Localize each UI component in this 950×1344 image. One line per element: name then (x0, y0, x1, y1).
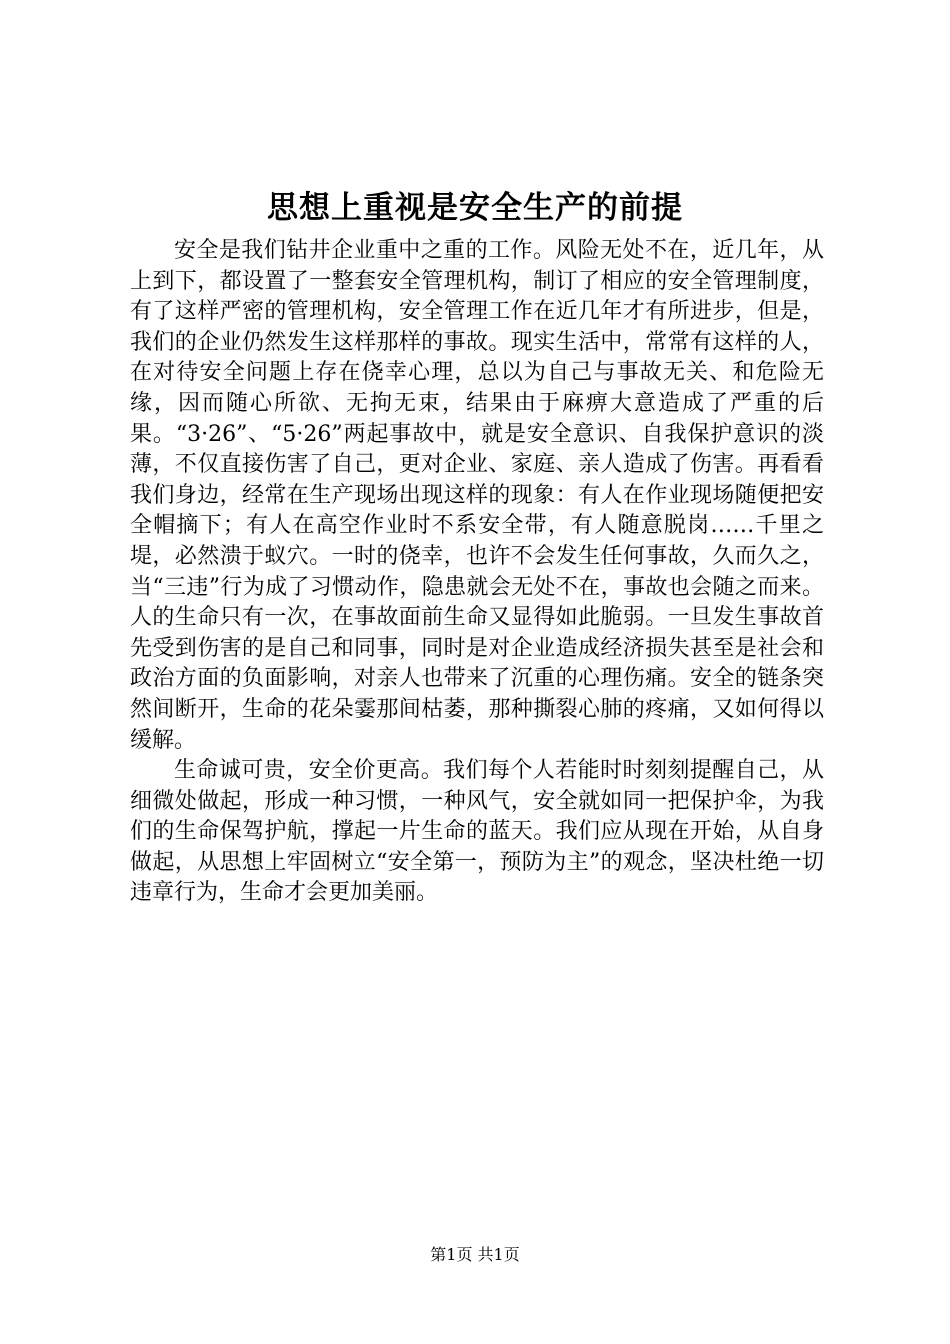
page-number-footer: 第1页 共1页 (430, 1245, 520, 1264)
document-body (130, 236, 824, 909)
document-title: 思想上重视是安全生产的前提 (267, 190, 683, 226)
paragraph: 生命诚可贵，安全价更高。我们每个人若能时时刻刻提醒自己，从细微处做起，形成一种习惯，一种风气，安全就如同一把保护伞，为我们的生命保驾护航，撑起一片生命的蓝天。我们应从现在开始，从自身做起，从思想上牢固树立“安全第一，预防为主”的观念，坚决杜绝一切违章行为，生命才会更加美丽。 (130, 758, 824, 906)
paragraph: 安全是我们钻井企业重中之重的工作。风险无处不在，近几年，从上到下，都设置了一整套安全管理机构，制订了相应的安全管理制度，有了这样严密的管理机构，安全管理工作在近几年才有所进步，但是，我们的企业仍然发生这样那样的事故。现实生活中，常常有这样的人，在对待安全问题上存在侥幸心理，总以为自己与事故无关、和危险无缘，因而随心所欲、无拘无束，结果由于麻痹大意造成了严重的后果。“3·26”、“5·26”两起事故中，就是安全意识、自我保护意识的淡薄，不仅直接伤害了自己，更对企业、家庭、亲人造成了伤害。再看看我们身边，经常在生产现场出现这样的现象：有人在作业现场随便把安全帽摘下；有人在高空作业时不系安全带，有人随意脱岗……千里之堤，必然溃于蚁穴。一时的侥幸，也许不会发生任何事故，久而久之，当“三违”行为成了习惯动作，隐患就会无处不在，事故也会随之而来。人的生命只有一次，在事故面前生命又显得如此脆弱。一旦发生事故首先受到伤害的是自己和同事，同时是对企业造成经济损失甚至是社会和政治方面的负面影响，对亲人也带来了沉重的心理伤痛。安全的链条突然间断开，生命的花朵霎那间枯萎，那种撕裂心肺的疼痛，又如何得以缓解。 (130, 238, 824, 753)
